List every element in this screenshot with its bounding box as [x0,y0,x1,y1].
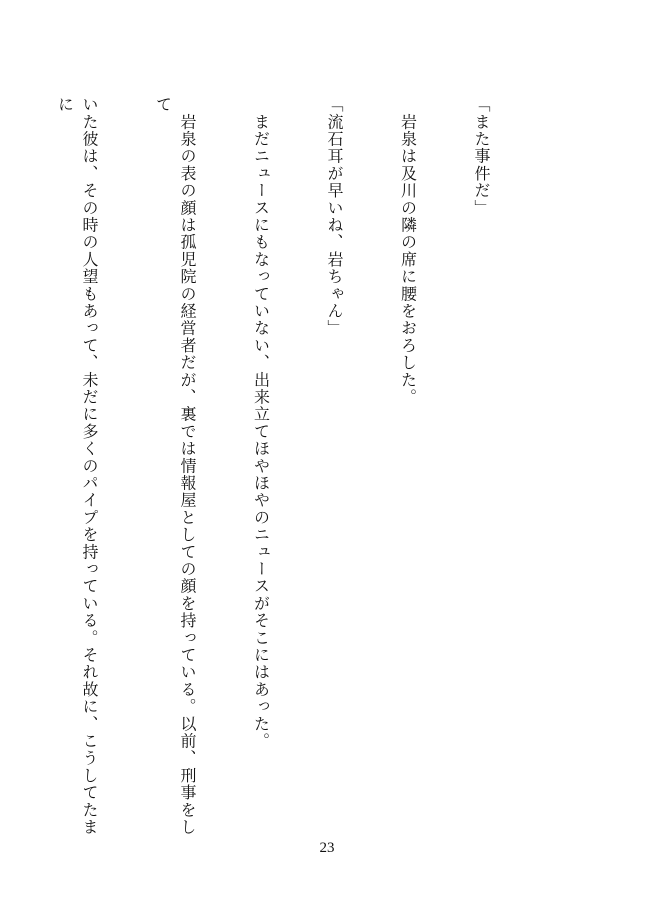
text-line: いた彼は、その時の人望もあって、未だに多くのパイプを持っている。それ故に、こうしてたまに [55,96,99,836]
text-line: 「また事件だ」 [472,96,491,217]
text-line: 「流石耳が早いね、岩ちゃん」 [325,96,344,337]
text-line [0,96,3,836]
text-line: 岩泉は及川の隣の席に腰をおろした。 [398,96,418,406]
vertical-text-block [55,96,542,836]
text-line: 岩泉の表の顔は孤児院の経営者だが、裏では情報屋としての顔を持っている。以前、刑事をして [153,96,197,836]
text-line: まだニュースにもなっていない、出来立てほやほやのニュースがそこにはあった。 [251,96,271,750]
page-number: 23 [319,840,335,856]
